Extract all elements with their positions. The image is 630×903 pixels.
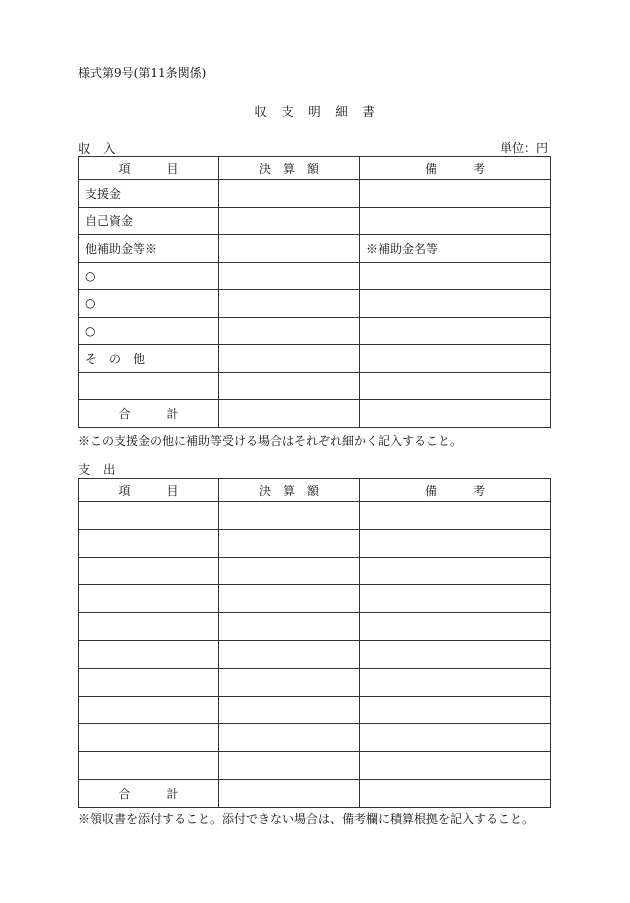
remarks-cell[interactable] xyxy=(360,613,551,641)
remarks-cell[interactable] xyxy=(360,557,551,585)
remarks-cell[interactable] xyxy=(360,180,551,208)
remarks-cell[interactable] xyxy=(360,529,551,557)
amount-cell[interactable] xyxy=(219,529,360,557)
unit-label: 単位：円 xyxy=(499,141,548,155)
remarks-cell[interactable] xyxy=(360,752,551,780)
amount-cell[interactable] xyxy=(219,235,360,263)
amount-cell[interactable] xyxy=(219,345,360,373)
amount-cell[interactable] xyxy=(219,317,360,345)
item-cell[interactable] xyxy=(79,613,219,641)
remarks-cell[interactable] xyxy=(360,207,551,235)
form-number: 様式第9号(第11条関係) xyxy=(78,66,207,80)
income-section-label: 収 入 xyxy=(78,141,116,156)
header-amount: 決 算 額 xyxy=(219,479,360,502)
table-row xyxy=(79,290,551,318)
table-row xyxy=(79,317,551,345)
item-cell[interactable] xyxy=(79,724,219,752)
amount-cell[interactable] xyxy=(219,752,360,780)
remarks-cell[interactable] xyxy=(360,372,551,400)
remarks-cell[interactable] xyxy=(360,502,551,530)
item-cell[interactable]: そ の 他 xyxy=(79,345,219,373)
table-row xyxy=(79,724,551,752)
table-row xyxy=(79,529,551,557)
table-row xyxy=(79,752,551,780)
table-row xyxy=(79,668,551,696)
item-cell[interactable] xyxy=(79,557,219,585)
amount-cell[interactable] xyxy=(219,668,360,696)
table-row xyxy=(79,557,551,585)
item-cell[interactable]: ○ xyxy=(79,262,219,290)
item-cell[interactable] xyxy=(79,640,219,668)
income-header-row xyxy=(79,157,551,180)
amount-cell[interactable] xyxy=(219,724,360,752)
income-note: ※この支援金の他に補助等受ける場合はそれぞれ細かく記入すること。 xyxy=(78,434,463,448)
table-row xyxy=(79,235,551,263)
table-row xyxy=(79,613,551,641)
expense-header-row xyxy=(79,479,551,502)
amount-cell[interactable] xyxy=(219,372,360,400)
table-row xyxy=(79,502,551,530)
amount-cell[interactable] xyxy=(219,585,360,613)
item-cell[interactable] xyxy=(79,372,219,400)
total-label: 合 計 xyxy=(79,779,219,807)
income-table xyxy=(78,156,551,428)
total-remarks-cell[interactable] xyxy=(360,400,551,428)
table-row xyxy=(79,585,551,613)
table-row xyxy=(79,180,551,208)
table-row xyxy=(79,345,551,373)
item-cell[interactable]: 他補助金等※ xyxy=(79,235,219,263)
item-cell[interactable] xyxy=(79,529,219,557)
remarks-cell[interactable] xyxy=(360,696,551,724)
table-row xyxy=(79,207,551,235)
document-title: 収 支 明 細 書 xyxy=(254,104,376,119)
total-remarks-cell[interactable] xyxy=(360,779,551,807)
item-cell[interactable]: 支援金 xyxy=(79,180,219,208)
table-row xyxy=(79,372,551,400)
amount-cell[interactable] xyxy=(219,207,360,235)
item-cell[interactable]: 自己資金 xyxy=(79,207,219,235)
amount-cell[interactable] xyxy=(219,696,360,724)
remarks-cell[interactable] xyxy=(360,345,551,373)
item-cell[interactable] xyxy=(79,502,219,530)
header-item: 項 目 xyxy=(79,157,219,180)
amount-cell[interactable] xyxy=(219,640,360,668)
remarks-cell[interactable]: ※補助金名等 xyxy=(360,235,551,263)
table-row xyxy=(79,262,551,290)
expense-section-label: 支 出 xyxy=(78,462,116,477)
table-row xyxy=(79,696,551,724)
item-cell[interactable]: ○ xyxy=(79,317,219,345)
item-cell[interactable] xyxy=(79,696,219,724)
remarks-cell[interactable] xyxy=(360,290,551,318)
header-remarks: 備 考 xyxy=(360,479,551,502)
expense-table xyxy=(78,478,551,808)
header-item: 項 目 xyxy=(79,479,219,502)
remarks-cell[interactable] xyxy=(360,262,551,290)
table-row xyxy=(79,640,551,668)
item-cell[interactable] xyxy=(79,668,219,696)
amount-cell[interactable] xyxy=(219,502,360,530)
header-amount: 決 算 額 xyxy=(219,157,360,180)
remarks-cell[interactable] xyxy=(360,668,551,696)
amount-cell[interactable] xyxy=(219,290,360,318)
header-remarks: 備 考 xyxy=(360,157,551,180)
item-cell[interactable]: ○ xyxy=(79,290,219,318)
amount-cell[interactable] xyxy=(219,180,360,208)
amount-cell[interactable] xyxy=(219,557,360,585)
remarks-cell[interactable] xyxy=(360,724,551,752)
total-amount-cell[interactable] xyxy=(219,779,360,807)
item-cell[interactable] xyxy=(79,752,219,780)
total-row xyxy=(79,779,551,807)
total-row xyxy=(79,400,551,428)
remarks-cell[interactable] xyxy=(360,640,551,668)
total-label: 合 計 xyxy=(79,400,219,428)
remarks-cell[interactable] xyxy=(360,317,551,345)
amount-cell[interactable] xyxy=(219,613,360,641)
remarks-cell[interactable] xyxy=(360,585,551,613)
total-amount-cell[interactable] xyxy=(219,400,360,428)
expense-note: ※領収書を添付すること。添付できない場合は、備考欄に積算根拠を記入すること。 xyxy=(78,812,535,826)
item-cell[interactable] xyxy=(79,585,219,613)
amount-cell[interactable] xyxy=(219,262,360,290)
